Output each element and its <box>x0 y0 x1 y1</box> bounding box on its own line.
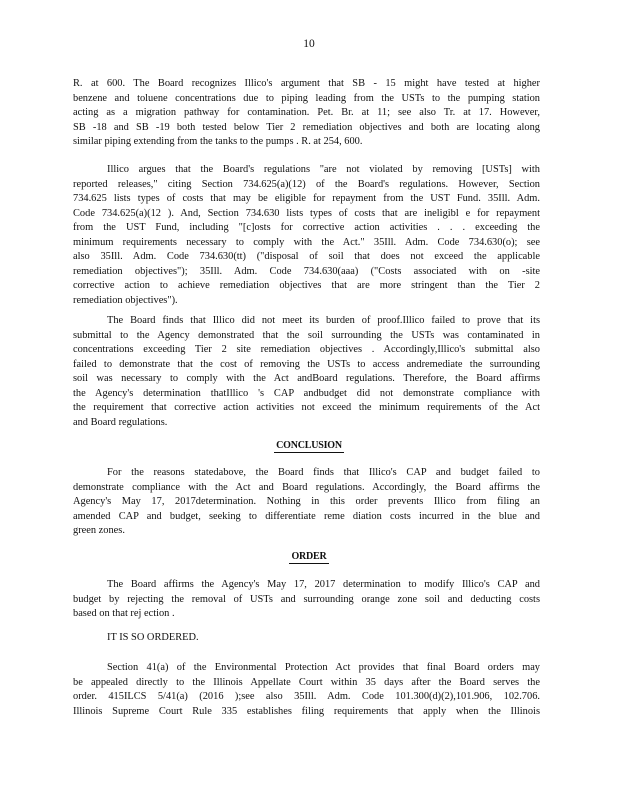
conclusion-heading: CONCLUSION <box>276 440 342 451</box>
text-line: and Board regulations. <box>73 416 168 428</box>
text-line: based on that rej ection . <box>73 608 175 620</box>
text-line: submittal to the Agency demonstrated that the soil surrounding the USTs was contaminated in <box>73 329 540 341</box>
text-line: demonstrate compliance with the Act and Board regulations. Accordingly, the Board affirms the <box>73 481 540 493</box>
text-line: the requirement that corrective action activities not exceed the minimum requirements of the Act <box>73 402 540 414</box>
text-line: benzene and toluene concentrations due to piping leading from the USTs to the pumping station <box>73 92 540 104</box>
text-line: R. at 600. The Board recognizes Illico's argument that SB - 15 might have tested at higher <box>73 78 540 89</box>
text-line: soil was necessary to comply with the Act andBoard regulations. Therefore, the Board affirms <box>73 373 540 385</box>
text-line: Code 734.625(a)(12 ). And, Section 734.630 lists types of costs that are ineligibl e for repayment <box>73 207 540 219</box>
paragraph-2 <box>73 163 540 308</box>
text-line: Illinois Supreme Court Rule 335 establishes filing requirements that apply when the Illinois <box>73 705 540 717</box>
text-line: remediation objectives"). <box>73 294 178 306</box>
text-line: acting as a migration pathway for contamination. Pet. Br. at 11; see also Tr. at 17. However, <box>73 107 540 119</box>
text-line: The Board affirms the Agency's May 17, 2017 determination to modify Illico's CAP and <box>107 579 540 590</box>
text-line: minimum requirements necessary to comply with the Act." 35Ill. Adm. Code 734.630(o); see <box>73 236 540 248</box>
page-number: 10 <box>303 38 315 50</box>
paragraph-5 <box>73 578 540 622</box>
text-line: Section 41(a) of the Environmental Protection Act provides that final Board orders may <box>107 662 540 673</box>
text-line: remediation objectives"); 35Ill. Adm. Code 734.630(aaa) ("Costs associated with on -site <box>73 265 540 277</box>
text-line: 734.625 lists types of costs that may be eligible for repayment from the UST Fund. 35Ill. Adm. <box>73 193 540 205</box>
text-line: similar piping extending from the tanks to the pumps . R. at 254, 600. <box>73 136 363 148</box>
so-ordered-line: IT IS SO ORDERED. <box>107 632 199 643</box>
text-line: reported releases," citing Section 734.625(a)(12) of the Board's regulations. However, Section <box>73 178 540 190</box>
text-line: The Board finds that Illico did not meet its burden of proof.Illico failed to prove that its <box>107 315 540 326</box>
paragraph-4 <box>73 466 540 539</box>
text-line: Agency's May 17, 2017determination. Nothing in this order prevents Illico from filing an <box>73 496 540 508</box>
text-line: order. 415ILCS 5/41(a) (2016 );see also 35Ill. Adm. Code 101.300(d)(2),101.906, 102.706. <box>73 691 540 703</box>
paragraph-1 <box>73 77 540 150</box>
text-line: the Agency's determination thatIllico 's CAP andbudget did not demonstrate compliance with <box>73 387 540 399</box>
text-line: budget by rejecting the removal of USTs and surrounding orange zone soil and deducting costs <box>73 593 540 605</box>
text-line: corrective action to achieve remediation objectives that are more stringent than the Tier 2 <box>73 280 540 292</box>
text-line: For the reasons statedabove, the Board finds that Illico's CAP and budget failed to <box>107 467 540 478</box>
order-heading: ORDER <box>291 551 327 562</box>
text-line: Illico argues that the Board's regulations "are not violated by removing [USTs] with <box>107 164 540 175</box>
text-line: SB -18 and SB -19 both tested below Tier 2 remediation objectives and both are locating along <box>73 121 540 133</box>
text-line: amended CAP and budget, seeking to differentiate reme diation costs incurred in the blue and <box>73 510 540 522</box>
paragraph-6 <box>73 661 540 719</box>
text-line: from the UST Fund, including "[c]osts for corrective action activities . . . exceeding the <box>73 222 540 234</box>
text-line: concentrations exceeding Tier 2 site remediation objectives . Accordingly,Illico's submittal also <box>73 344 540 356</box>
text-line: also 35Ill. Adm. Code 734.630(tt) ("disposal of soil that does not exceed the applicable <box>73 251 540 263</box>
text-line: green zones. <box>73 525 125 537</box>
paragraph-3 <box>73 314 540 430</box>
text-line: failed to demonstrate that the cost of removing the USTs to access andremediate the surrounding <box>73 358 540 370</box>
text-line: be appealed directly to the Illinois Appellate Court within 35 days after the Board serves the <box>73 676 540 688</box>
